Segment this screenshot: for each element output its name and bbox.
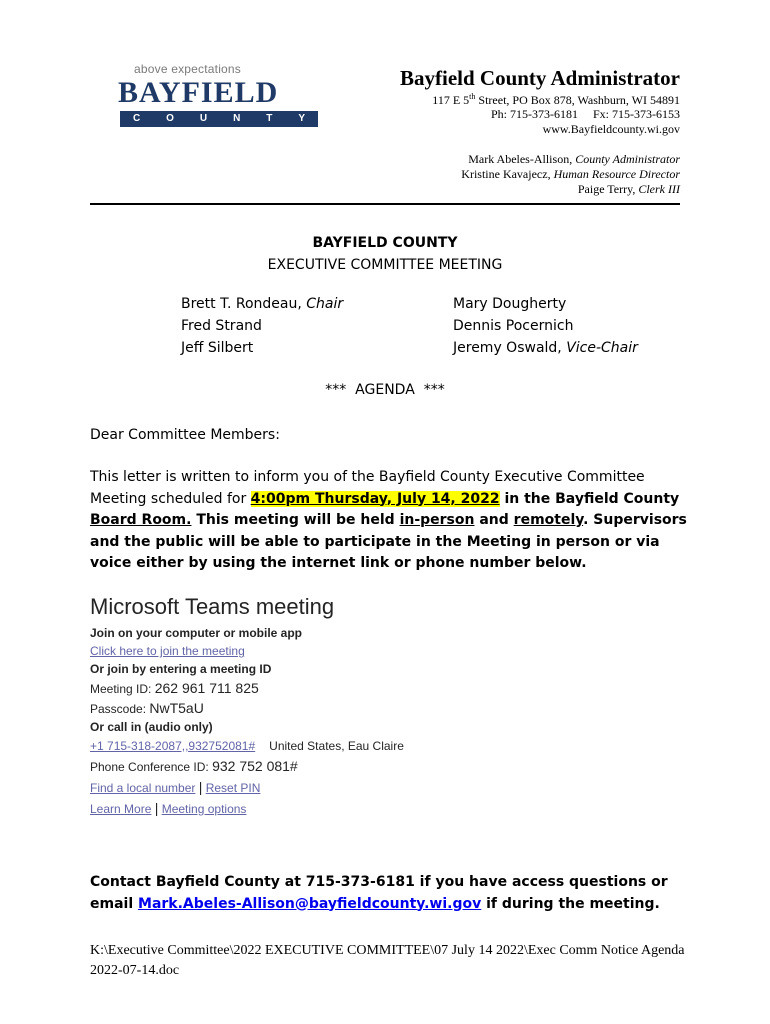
member-right: Jeremy Oswald, Vice-Chair bbox=[453, 340, 638, 356]
link-separator: | bbox=[198, 779, 203, 795]
meeting-datetime: 4:00pm Thursday, July 14, 2022 bbox=[250, 490, 500, 507]
letterhead-website: www.Bayfieldcounty.wi.gov bbox=[542, 122, 680, 136]
logo-county-letters bbox=[120, 111, 318, 127]
email-link[interactable]: Mark.Abeles-Allison@bayfieldcounty.wi.gov bbox=[138, 895, 482, 912]
staff-line: Kristine Kavajecz, Human Resource Director bbox=[461, 167, 680, 181]
meeting-options-link[interactable]: Meeting options bbox=[161, 802, 247, 816]
salutation: Dear Committee Members: bbox=[90, 427, 280, 443]
member-left: Jeff Silbert bbox=[181, 340, 254, 356]
link-separator: | bbox=[154, 800, 159, 816]
learn-more-link[interactable]: Learn More bbox=[90, 802, 152, 816]
staff-line: Paige Terry, Clerk III bbox=[577, 182, 680, 196]
agenda-heading: *** AGENDA *** bbox=[325, 382, 445, 398]
teams-links-row-2 bbox=[90, 800, 246, 816]
logo-letter: N bbox=[233, 113, 241, 124]
join-heading: Join on your computer or mobile app bbox=[90, 626, 303, 640]
member-left: Brett T. Rondeau, Chair bbox=[181, 296, 344, 312]
staff-line: Mark Abeles-Allison, County Administrator bbox=[468, 152, 680, 166]
logo-wordmark: BAYFIELD bbox=[118, 76, 279, 109]
phone-number-link[interactable]: +1 715-318-2087,,932752081# bbox=[90, 739, 256, 753]
letterhead-phone-fax: Ph: 715-373-6181 Fx: 715-373-6153 bbox=[491, 107, 680, 121]
join-meeting-link[interactable]: Click here to join the meeting bbox=[90, 644, 245, 658]
heading-org: BAYFIELD COUNTY bbox=[312, 235, 458, 251]
file-path-footer: K:\Executive Committee\2022 EXECUTIVE COMMITTEE\07 July 14 2022\Exec Comm Notice Agenda 2022-07-14.doc bbox=[90, 943, 685, 978]
logo-letter: O bbox=[166, 113, 174, 124]
member-right: Dennis Pocernich bbox=[453, 318, 574, 334]
letterhead-title: Bayfield County Administrator bbox=[399, 66, 680, 90]
logo-letter: U bbox=[199, 113, 208, 124]
teams-links-row-1 bbox=[90, 779, 260, 795]
logo-letter: C bbox=[132, 113, 141, 124]
meeting-id-heading: Or join by entering a meeting ID bbox=[90, 662, 272, 676]
letterhead-divider bbox=[90, 203, 680, 205]
member-right: Mary Dougherty bbox=[453, 296, 567, 312]
member-left: Fred Strand bbox=[181, 318, 262, 334]
teams-title: Microsoft Teams meeting bbox=[90, 594, 335, 619]
letterhead-address: 117 E 5th Street, PO Box 878, Washburn, WI 54891 bbox=[432, 92, 680, 107]
logo-letter: Y bbox=[298, 113, 305, 124]
conference-id: Phone Conference ID: 932 752 081# bbox=[90, 758, 298, 774]
heading-meeting: EXECUTIVE COMMITTEE MEETING bbox=[267, 257, 503, 273]
phone-location: United States, Eau Claire bbox=[269, 739, 404, 753]
logo-tagline: above expectations bbox=[134, 62, 242, 76]
call-in-heading: Or call in (audio only) bbox=[90, 720, 213, 734]
passcode: Passcode: NwT5aU bbox=[90, 700, 204, 716]
logo-letter: T bbox=[266, 113, 273, 124]
reset-pin-link[interactable]: Reset PIN bbox=[205, 781, 261, 795]
find-local-number-link[interactable]: Find a local number bbox=[90, 781, 196, 795]
phone-line bbox=[90, 739, 404, 753]
contact-paragraph: Contact Bayfield County at 715-373-6181 if you have access questions or email Mark.Abeles-Allison@bayfieldcounty.wi.gov if during the meeting. bbox=[90, 874, 668, 912]
meeting-id: Meeting ID: 262 961 711 825 bbox=[90, 680, 259, 696]
body-paragraph: This letter is written to inform you of the Bayfield County Executive Committee Meeting scheduled for 4:00pm Thursday, July 14, 2022 in the Bayfield County Board Room. This meeting will be held in-person and remotely. Supervisors and the public will be able to participate in the Meeting in person or via voice either by using the internet link or phone number below. bbox=[90, 469, 687, 571]
